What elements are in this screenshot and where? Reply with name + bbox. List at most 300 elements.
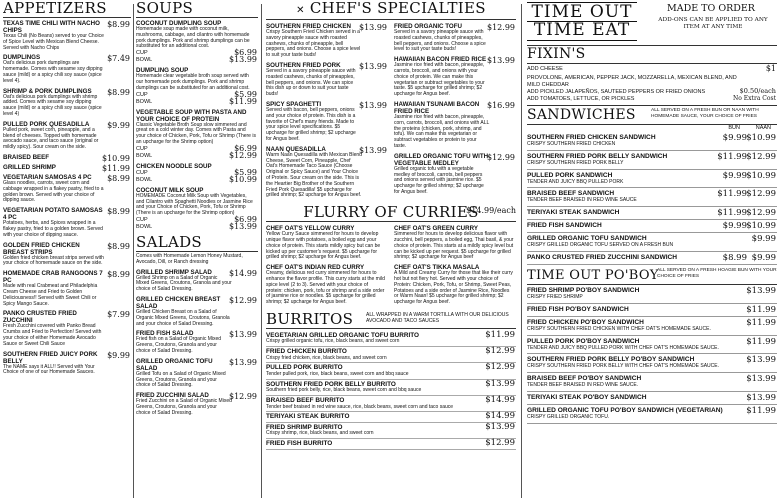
item-price: $12.99 (487, 23, 515, 32)
menu-item (394, 153, 516, 196)
poboy-item (527, 317, 777, 336)
item-description: Grilled Chicken Breast on a Salad of Organic Mixed Greens, Croutons, Granola and your choice of Salad Dressing. (136, 308, 230, 327)
item-name: BRAISED BEEF PO'BOY SANDWICH (527, 375, 642, 383)
item-price: $8.99 (107, 173, 130, 183)
item-price: $16.99 (487, 100, 515, 110)
item-description: Jasmine rice fried with bacon, pineapple, corn, carrots, broccoli, and onions with ALL the proteins (chicken, pork, shrimp, and tofu). We can make this vegetarian or subtract vegetables or protein to your taste. (394, 113, 490, 149)
item-description: Tender pulled pork, rice, black beans, sweet corn and bbq sauce (266, 370, 409, 377)
poboy-item (527, 336, 777, 355)
item-price: $12.99 (485, 362, 515, 373)
item-name: TEXAS TIME CHILI WITH NACHO CHIPS (3, 20, 100, 34)
menu-item (136, 358, 258, 389)
cup-price: $6.99 (234, 143, 257, 153)
burritos-list (266, 331, 516, 450)
item-price: $13.99 (746, 374, 776, 385)
item-description: CRISPY SOUTHERN FRIED CHICKEN (527, 141, 616, 147)
item-price: $13.99 (359, 100, 387, 110)
item-description: Oat's delicious pork dumplings are homemade. Comes with sesame soy dipping sauce (mild) or a spicy chili soy sauce (spice level 4). (3, 60, 103, 84)
menu-item (3, 242, 131, 268)
item-description: Homemade soup made with coconut milk, mushrooms, cabbage, and cilantro with homemade pork dumplings. Pork and shrimp dumplings can be substituted for an additional cost. (136, 26, 250, 50)
item-description: The NAME says it ALL!! Served with Your Choice of one of our Homemade Sauces. (3, 363, 95, 376)
item-name: SOUTHERN FRIED CHICKEN SANDWICH (527, 134, 656, 141)
poboy-item (527, 285, 777, 304)
item-name: GRILLED CHICKEN BREAST SALAD (136, 295, 221, 310)
item-name: VEGETARIAN SAMOSAS 4 PC (3, 173, 92, 181)
item-name: COCONUT MILK SOUP (136, 186, 204, 194)
naan-label: NAAN (755, 125, 771, 131)
item-description: Yellow Curry Sauce simmered for hours to develop unique flavor with potatoes, a boiled egg and your choice of protein. This starts mildly spicy but can be kicked up per customer's request. $5 upcharge for grilled shrimp; $2 upcharge for Angus beef. (266, 231, 381, 261)
item-price: $11.99 (102, 163, 130, 173)
item-description: TENDER BEEF BRAISED IN RED WINE SAUCE (527, 197, 637, 204)
soup-item (136, 163, 258, 184)
item-name: SOUTHERN FRIED PORK BELLY SANDWICH (527, 152, 668, 160)
burritos-heading: BURRITOS (266, 309, 354, 328)
naan-price: $9.99 (751, 234, 776, 245)
curries-price: $14.99/each (466, 206, 516, 216)
menu-item (136, 296, 258, 327)
item-price: $13.99 (746, 355, 776, 366)
curries-header (266, 204, 516, 222)
menu-item (3, 121, 131, 151)
item-name: TERIYAKI STEAK BURRITO (266, 413, 350, 421)
fixins-free-label: ADD TOMATOES, LETTUCE, OR PICKLES (527, 96, 635, 102)
menu-item (266, 101, 388, 143)
item-name: SPICY SPAGHETTI (266, 100, 322, 108)
item-description: Served with bacon, bell peppers, onions and your choice of protein. This dish is a favorite of Chef's many friends. Made to your spice level specifications. $5 upcharge for grilled shrimp; $2 upcharge for Angus beef. (266, 106, 356, 142)
cup-price: $6.99 (234, 48, 257, 58)
item-description: CRISPY SOUTHERN FRIED PORK BELLY (527, 159, 624, 166)
soups-column (136, 0, 258, 502)
fixins-free-price: No Extra Cost (733, 95, 776, 102)
bowl-price: $11.99 (229, 96, 257, 106)
item-price: $9.99 (107, 350, 130, 360)
item-name: GRILLED ORGANIC TOFU WITH VEGETABLE MEDLEY (394, 152, 489, 167)
item-description: Texas Chili (No Beans) served to your Choice of Spice Level with Mexican Blend Cheese. Served with Nacho Chips (3, 33, 104, 51)
specialties-left (266, 23, 388, 202)
item-description: Golden fried chicken breast strips served with your choice of homemade sauce on the side. (3, 254, 104, 267)
item-name: FRIED CHICKEN BURRITO (266, 348, 347, 356)
cup-label: CUP (136, 50, 148, 57)
item-name: BRAISED BEEF SANDWICH (527, 190, 615, 198)
item-name: NAAN QUESADILLA (266, 145, 326, 153)
item-description: Crispy grilled organic tofu, rice, black beans, and sweet corn (266, 338, 400, 345)
item-name: GRILLED SHRIMP (3, 163, 56, 171)
cup-price: $5.99 (234, 89, 257, 99)
soup-item (136, 67, 258, 105)
item-name: TERIYAKI STEAK SANDWICH (527, 209, 620, 217)
brand-logo (527, 2, 637, 41)
fixins-cheese-list: PROVOLONE, AMERICAN, PEPPER JACK, MOZZARELLA, MEXICAN BLEND, AND MILD CHEDDAR (527, 75, 737, 88)
poboy-item (527, 354, 777, 373)
item-name: PULLED PORK SANDWICH (527, 171, 613, 179)
poboy-item (527, 405, 777, 424)
divider (261, 4, 262, 498)
appetizers-column (3, 0, 131, 502)
item-price: $13.99 (485, 421, 515, 432)
item-name: PULLED PORK BURRITO (266, 364, 343, 372)
bun-price: $9.99 (722, 133, 747, 143)
item-description: Southern fried pork belly, rice, black beans, sweet corn and bbq sauce (266, 387, 422, 394)
fixins-cheese-price: $1 (765, 64, 776, 73)
curry-item (394, 264, 516, 306)
item-name: GRILLED ORGANIC TOFU SANDWICH (527, 235, 647, 243)
specialties-title: CHEF'S SPECIALTIES (309, 0, 486, 17)
item-price: $13.99 (746, 285, 776, 296)
bun-price: $11.99 (717, 151, 747, 162)
item-price: $12.99 (485, 346, 515, 357)
cup-label: CUP (136, 91, 148, 98)
item-description: HOMEMADE Coconut Milk Soup with Vegetables, and Cilantro with Spaghetti Noodles or Jasmine Rice and your Choice of Chicken, Pork, Tofu or Shrimp (There is an upcharge for the Shrimp option) (136, 192, 253, 217)
soups-list (136, 20, 258, 231)
item-name: VEGETARIAN POTATO SAMOSAS 4 PC (3, 207, 103, 222)
item-name: GRILLED ORGANIC TOFU SALAD (136, 357, 213, 372)
bowl-label: BOWL (136, 176, 153, 183)
item-name: FRIED FISH SANDWICH (527, 222, 602, 230)
poboy-note: ALL SERVED ON A FRESH HOAGIE BUN WITH YOUR CHOICE OF FRIES (657, 267, 777, 279)
fixins-list (527, 66, 777, 103)
item-description: Served in a savory pineapple sauce with roasted cashews, chunks of pineapples, bell peppers, and onions. Choose a spice level to suit your taste buds! (394, 29, 486, 53)
burritos-note: ALL WRAPPED IN A WARM TORTILLA WITH OUR DELICIOUS AVOCADO AND TACO SAUCES (366, 311, 509, 324)
item-price: $11.99 (746, 304, 776, 315)
item-description: CRISPY GRILLED ORGANIC TOFU SERVED ON A FRESH BUN (527, 242, 674, 249)
item-name: FRIED FISH BURRITO (266, 440, 333, 448)
fixins-heading: FIXIN'S (527, 46, 777, 64)
brand-block (527, 0, 777, 46)
bowl-option (136, 174, 258, 184)
poboy-heading: TIME OUT PO'BOY (527, 267, 659, 283)
item-description: Grilled organic tofu with a vegetable medley of broccoli, carrots, bell peppers and onions served with jasmine rice. $5 upcharge for grilled shrimp; $2 upcharge for Angus beef. (394, 165, 484, 195)
item-price: $8.99 (107, 20, 130, 29)
menu-item (3, 174, 131, 204)
naan-price: $12.99 (746, 151, 776, 162)
bun-price: $11.99 (717, 189, 747, 200)
center-column (266, 0, 516, 502)
item-name: FRIED SHRIMP BURRITO (266, 423, 343, 431)
curry-item (266, 264, 388, 306)
menu-item (3, 270, 131, 307)
menu-item (394, 56, 516, 98)
menu-item (266, 146, 388, 199)
item-description: Crispy fried chicken, rice, black beans, and sweet corn (266, 354, 387, 361)
item-description: TENDER AND JUICY BBQ PULLED PORK (527, 178, 624, 185)
item-description: Grilled Tofu on a Salad of Organic Mixed Greens, Croutons, Granola and your choice of Salad Dressing. (136, 370, 226, 389)
bowl-price: $10.99 (229, 174, 257, 184)
salads-heading: SALADS (136, 234, 258, 252)
item-name: SOUTHERN FRIED PORK (266, 61, 341, 69)
soup-item (136, 187, 258, 231)
menu-item (3, 20, 131, 51)
item-name: FRIED FISH PO'BOY SANDWICH (527, 305, 629, 313)
item-name: GRILLED ORGANIC TOFU PO'BOY SANDWICH (VEGETARIAN) (527, 406, 723, 414)
item-name: DUMPLING SOUP (136, 67, 189, 75)
fixins-veg-label: ADD PICKLED JALAPEÑOS, SAUTEED PEPPERS OR FRIED ONIONS (527, 89, 706, 95)
item-price: $13.99 (487, 56, 515, 66)
item-name: PANKO CRUSTED FRIED ZUCCHINI SANDWICH (527, 253, 678, 261)
cup-label: CUP (136, 216, 148, 223)
item-price: $8.99 (107, 87, 130, 97)
menu-item (3, 54, 131, 84)
item-description: TENDER AND JUICY BBQ PULLED PORK WITH CHEF OAT'S HOMEMADE SAUCE. (527, 344, 719, 351)
bowl-option (136, 57, 258, 64)
burrito-item (266, 439, 516, 450)
item-name: CHEF OAT'S INDIAN RED CURRY (266, 264, 365, 272)
salads-list (136, 269, 258, 417)
item-description: Crispy Southern Fried Chicken served in a savory pineapple sauce with roasted cashews, chunks of pineapple, bell peppers, and onions. Choose a spice level to suit your taste buds! (266, 29, 361, 59)
curries-heading: FLURRY OF CURRIES (303, 203, 479, 222)
burrito-item (266, 396, 516, 412)
item-price: $9.99 (107, 120, 130, 130)
item-description: Simmered for hours to develop delicious flavor with zucchini, bell peppers, a boiled egg, Thai basil, & your choice of protein. This starts at a mildly spicy level but can be kicked up per request. $5 upcharge for grilled shrimp; $2 upcharge for Angus beef (394, 231, 514, 261)
bowl-label: BOWL (136, 57, 153, 64)
menu-item (266, 23, 388, 59)
sandwich-item (527, 207, 777, 220)
item-description: Jasmine rice fried with bacon, pineapple, carrots, broccoli, and onions with your choice of protein. We can make this vegetarian or subtract vegetables to your taste. $5 upcharge for grilled shrimp; $2 upcharge for Angus beef. (394, 62, 485, 98)
item-name: GRILLED SHRIMP SALAD (136, 268, 212, 276)
item-price: $13.99 (746, 392, 776, 403)
item-name: FRIED ORGANIC TOFU (394, 23, 462, 30)
bun-price: $8.99 (722, 252, 747, 263)
item-description: Potatoes, herbs, and Spices wrapped in a flakey pastry, fried to a golden brown. Served with your choice of dipping sauce. (3, 220, 103, 238)
specialties-heading (266, 0, 516, 20)
sandwiches-header (527, 105, 777, 125)
soup-item (136, 20, 258, 64)
sandwich-item (527, 233, 777, 252)
item-name: PULLED PORK QUESADILLA (3, 120, 90, 128)
menu-item (394, 23, 516, 53)
item-description: Served in a savory pineapple sauce with roasted cashews, chunks of pineapples, bell peppers, and onions. We can spice this dish up or down to suit your taste buds! (266, 67, 356, 98)
menu-item (3, 310, 131, 347)
burrito-item (266, 331, 516, 347)
item-price: $12.99 (487, 152, 515, 162)
item-price: $13.99 (359, 61, 387, 71)
menu-item (136, 269, 258, 293)
menu-item (3, 207, 131, 238)
sandwiches-note: ALL SERVED ON A FRESH BUN OR NAAN WITH HOMEMADE SAUCE, YOUR CHOICE OF FRIES (651, 108, 759, 119)
sandwich-item (527, 132, 777, 151)
menu-item (136, 330, 258, 354)
naan-price: $12.99 (746, 208, 776, 219)
item-description: Pulled pork, sweet corn, pineapple, and a blend of cheeses. Topped with homemade avocado sauce, and taco sauce (original or mildly spicy). Sour cream on the side. (3, 126, 99, 151)
item-price: $12.99 (229, 392, 257, 402)
item-name: GOLDEN FRIED CHICKEN BREAST STRIPS (3, 241, 80, 256)
cup-label: CUP (136, 169, 148, 176)
curries-grid (266, 225, 516, 309)
specialties-grid (266, 23, 516, 202)
salads-intro: Comes with Homemade Lemon Honey Mustard, Avocado, Dill, or Ranch dressing (136, 252, 243, 265)
sandwich-item (527, 170, 777, 189)
item-price: $7.99 (107, 310, 130, 320)
right-column (527, 0, 777, 502)
item-name: SHRIMP & PORK DUMPLINGS (3, 87, 92, 95)
naan-price: $10.99 (746, 170, 776, 181)
bowl-price: $13.99 (229, 221, 257, 231)
menu-item (266, 62, 388, 98)
item-description: Warm Naan Quesadilla with Mexican Blend Cheese, Sweet Corn, Pineapple, Chef Oat's Homemade Taco Sauce (Choose Original or Spicy Sauce) and Your Choice of Protein. Sour cream on the side. This is the Heartier Big Brother of the Southern Fried Pork Quesadilla! $5 upcharge for grilled shrimp; $2 upcharge for Angus beef. (266, 151, 362, 199)
bowl-label: BOWL (136, 223, 153, 230)
item-name: VEGETARIAN GRILLED ORGANIC TOFU BURRITO (266, 331, 420, 339)
sandwiches-heading: SANDWICHES (527, 107, 636, 123)
item-name: PANKO CRUSTED FRIED ZUCCHINI (3, 310, 77, 325)
curries-left (266, 225, 388, 309)
burrito-item (266, 347, 516, 363)
item-description: Creamy, delicious red curry simmered for hours to enhance the flavor profile. This curry starts at the mild spice level (2 to 3). Served with your choice of protein: chicken, pork, tofu or shrimp and a side order of jasmine rice or noodles. $5 upcharge for grilled shrimp; $2 upcharge for Angus beef. (266, 270, 385, 306)
item-description: Tender beef braised in red wine sauce, rice, black beans, sweet corn and taco sauce (266, 403, 454, 410)
burrito-item (266, 380, 516, 396)
item-name: SOUTHERN FRIED JUICY PORK BELLY (3, 350, 98, 365)
burritos-header (266, 311, 516, 329)
fixins-cheese-label: ADD CHEESE (527, 66, 563, 72)
item-description: TENDER BEEF BRAISED IN RED WINE SAUCE. (527, 382, 639, 389)
item-description: Homemade clear vegetable broth soup served with our homemade pork dumplings. Pork and shrimp dumplings can be substituted for an additional cost. (136, 73, 250, 91)
bowl-label: BOWL (136, 98, 153, 105)
naan-price: $12.99 (746, 189, 776, 200)
item-name: DUMPLINGS (3, 54, 41, 62)
sandwich-item (527, 220, 777, 233)
menu-item (3, 154, 131, 161)
item-description: Fried fish on a Salad of Organic Mixed Greens, Croutons, Granola and your choice of Salad Dressing. (136, 336, 222, 354)
item-name: FRIED SHRIMP PO'BOY SANDWICH (527, 286, 640, 294)
item-description: Fried Zucchini on a Salad of Organic Mixed Greens, Croutons, Granola and your choice of Salad Dressing. (136, 398, 232, 416)
item-description: Fresh Zucchini covered with Panko Bread Crumbs and Fried to Perfection! Served with your choice of either Homemade Avocado Sauce or Sweet Chili Sauce (3, 323, 102, 347)
item-name: FRIED ZUCCHINI SALAD (136, 392, 209, 400)
curry-item (266, 225, 388, 261)
item-name: FRIED FISH SALAD (136, 330, 194, 338)
bun-price: $9.99 (722, 170, 747, 181)
burrito-item (266, 412, 516, 423)
item-description: Crispy shrimp, rice, black beans, and sweet corn (266, 430, 374, 437)
item-price: $8.99 (107, 207, 130, 217)
item-description: A Mild and Creamy Curry for those that like their curry hot but not fiery hot. Served with your choice of Protein: Chicken, Pork, Tofu, or Shrimp, Sweet Peas, Potatoes and a side order of Jasmine Rice, Noodles or Warm Naan! $5 upcharge for grilled shrimp; $2 upcharge for Angus beef. (394, 270, 513, 306)
menu-item (3, 164, 131, 171)
item-description: CRISPY GRILLED ORGANIC TOFU. (527, 413, 610, 420)
bowl-label: BOWL (136, 152, 153, 159)
naan-price: $10.99 (746, 221, 776, 232)
item-price: $7.49 (107, 54, 130, 64)
addons-note: ADD-ONS CAN BE APPLIED TO ANY ITEM AT ANY TIME (658, 17, 768, 30)
fork-knife-icon: ✕ (296, 5, 305, 16)
item-price: $11.99 (746, 336, 776, 347)
brand-line-2: TIME EAT (527, 21, 637, 39)
fixins-cheese (527, 66, 777, 73)
item-price: $8.99 (107, 241, 130, 251)
item-price: $12.99 (229, 295, 257, 305)
menu-item (3, 88, 131, 118)
soups-heading: SOUPS (136, 0, 258, 18)
poboy-item (527, 392, 777, 405)
item-price: $13.99 (229, 357, 257, 367)
poboy-list (527, 285, 777, 424)
sandwiches-col-labels (527, 125, 777, 132)
item-name: FRIED CHICKEN PO'BOY SANDWICH (527, 318, 644, 326)
item-name: HAWAIIAN TSUNAMI BACON FRIED RICE (394, 100, 480, 115)
item-price: $8.99 (107, 270, 130, 280)
poboy-item (527, 373, 777, 392)
burrito-item (266, 363, 516, 379)
bowl-price: $13.99 (229, 55, 257, 65)
curries-right (394, 225, 516, 309)
bun-label: BUN (728, 125, 740, 131)
item-price: $11.99 (746, 405, 776, 416)
specialties-right (394, 23, 516, 202)
item-price: $13.99 (485, 378, 515, 389)
item-name: CHEF OAT'S TIKKA MASALA (394, 264, 480, 272)
bowl-option (136, 221, 258, 231)
bowl-option (136, 96, 258, 106)
appetizers-list (3, 20, 131, 376)
item-name: HAWAIIAN BACON FRIED RICE (394, 56, 487, 64)
bowl-price: $12.99 (229, 150, 257, 160)
brand-line-1: TIME OUT (531, 2, 633, 22)
item-name: PULLED PORK PO'BOY SANDWICH (527, 337, 640, 345)
bun-price: $9.99 (722, 221, 747, 232)
made-to-order: MADE TO ORDER (667, 3, 755, 14)
naan-price: $10.99 (746, 133, 776, 143)
cup-price: $5.99 (234, 167, 257, 177)
divider (521, 4, 522, 498)
item-price: $12.99 (485, 438, 515, 449)
item-name: SOUTHERN FRIED CHICKEN (266, 23, 351, 30)
item-price: $10.99 (102, 153, 130, 163)
menu-item (3, 351, 131, 377)
item-name: CHEF OAT'S YELLOW CURRY (266, 225, 355, 233)
item-name: SOUTHERN FRIED PORK BELLY PO'BOY SANDWICH (527, 356, 695, 364)
item-price: $14.99 (485, 411, 515, 422)
cup-label: CUP (136, 145, 148, 152)
item-name: COCONUT DUMPLING SOUP (136, 20, 222, 27)
divider (133, 4, 134, 498)
sandwich-item (527, 252, 777, 265)
naan-price: $9.99 (751, 252, 776, 263)
item-name: HOMEMADE CRAB RANGOONS 7 PC (3, 270, 103, 285)
item-price: $14.99 (229, 268, 257, 278)
fixins-free (527, 96, 777, 103)
bowl-option (136, 150, 258, 160)
item-name: CHICKEN NOODLE SOUP (136, 162, 212, 170)
sandwich-item (527, 188, 777, 207)
bun-price: $11.99 (717, 208, 747, 219)
item-price: $11.99 (485, 329, 515, 340)
menu-item (136, 392, 258, 416)
fixins-veg-price: $0.50/each (739, 87, 776, 95)
item-description: Classic Vegetable Broth Soup slow simmered and great on a cold winter day. Comes with Pasta and your choice of Chicken, Pork, Tofu or Shrimp (There is an upcharge for the Shrimp option) (136, 121, 256, 145)
poboy-header (527, 267, 777, 285)
item-price: $13.99 (359, 145, 387, 155)
item-description: Glass noodles, carrots, sweet corn and cabbage wrapped in a flakey pastry, fried to a golden brown. Served with your choice of dipping sauce. (3, 179, 104, 204)
burrito-item (266, 423, 516, 439)
item-description: CRISPY FRIED SHRIMP (527, 293, 583, 300)
curry-item (394, 225, 516, 261)
item-description: Made with real Crabmeat and Philadelphia Cream Cheese and Fried to Golden Deliciousness!! Served with Sweet Chili or Spicy Mango Sauce. (3, 283, 98, 307)
sandwiches-list (527, 132, 777, 265)
appetizers-heading: APPETIZERS (3, 0, 131, 18)
item-name: TERIYAKI STEAK PO'BOY SANDWICH (527, 393, 647, 401)
item-name: CHEF OAT'S GREEN CURRY (394, 225, 478, 233)
item-name: BRAISED BEEF BURRITO (266, 397, 345, 405)
poboy-item (527, 304, 777, 317)
menu-item (394, 101, 516, 150)
soup-item (136, 109, 258, 160)
sandwich-item (527, 151, 777, 170)
item-description: CRISPY SOUTHERN FRIED CHICKEN WITH CHEF OAT'S HOMEMADE SAUCE. (527, 325, 711, 332)
item-name: BRAISED BEEF (3, 153, 50, 161)
item-description: Grilled Shrimp on a Salad of Organic Mixed Greens, Croutons, Granola and your choice of Salad Dressing. (136, 274, 232, 293)
item-name: VEGETABLE SOUP WITH PASTA AND YOUR CHOICE OF PROTEIN (136, 108, 247, 123)
item-price: $13.99 (359, 23, 387, 32)
item-description: Oat's delicious pork dumplings with shrimp added. Comes with sesame soy dipping sauce (mild) or a spicy chili soy sauce (spice level 4) (3, 93, 102, 117)
item-description: CRISPY SOUTHERN FRIED PORK BELLY WITH CHEF OAT'S HOMEMADE SAUCE. (527, 363, 720, 370)
item-name: SOUTHERN FRIED PORK BELLY BURRITO (266, 380, 396, 388)
cup-price: $6.99 (234, 214, 257, 224)
